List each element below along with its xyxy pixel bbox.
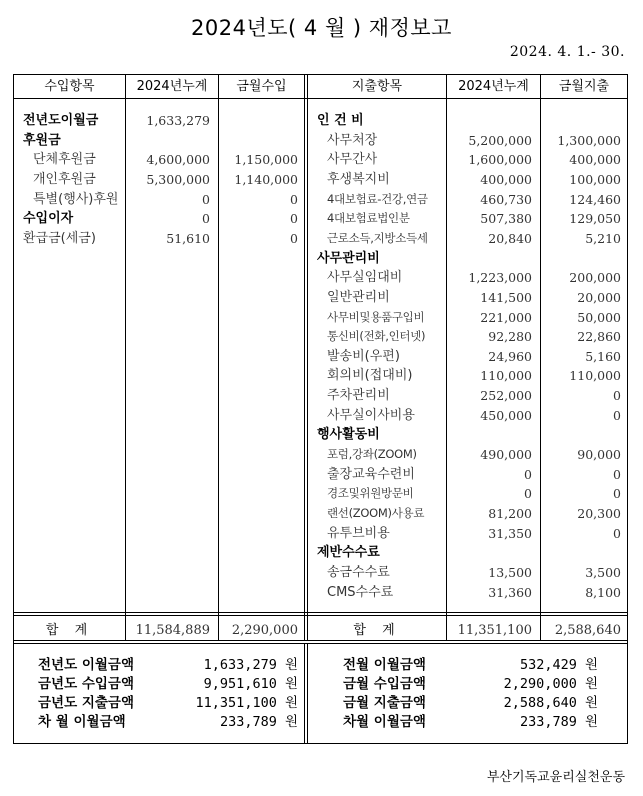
expense-item-label: 일반관리비 [327, 289, 390, 305]
expense-item-label: 통신비(전화,인터넷) [327, 329, 426, 344]
income-cumulative-value: 1,633,279 [146, 113, 210, 128]
summary-left-value: 233,789 원 [219, 714, 298, 730]
expense-item-label: 4대보험료법인분 [327, 211, 410, 226]
income-cumulative-value [126, 131, 210, 151]
income-cumulative-value: 51,610 [166, 230, 210, 246]
expense-month-value: 22,860 [577, 329, 621, 345]
section-divider [304, 74, 308, 640]
expense-month-value: 100,000 [569, 171, 621, 187]
expense-cumulative-value: 0 [524, 486, 532, 502]
expense-cumulative-value: 1,223,000 [468, 270, 532, 286]
income-item-label: 단체후원금 [33, 152, 96, 168]
income-item-label: 후원금 [23, 132, 61, 148]
expense-month-value [541, 425, 621, 445]
summary-divider [304, 644, 308, 744]
total-divider [13, 612, 628, 616]
expense-cumulative-value: 5,200,000 [468, 132, 532, 148]
expense-cumulative-value: 221,000 [480, 309, 532, 325]
total-label-income: 합 계 [45, 623, 94, 638]
expense-month-value: 0 [613, 466, 621, 482]
expense-cumulative-value [447, 425, 532, 445]
expense-item-label: 인 건 비 [317, 113, 364, 128]
expense-cumulative-value [447, 111, 532, 131]
expense-month-value [541, 543, 621, 563]
summary-right-value: 2,588,640 원 [503, 695, 598, 711]
summary-left-value: 11,351,100 원 [195, 695, 298, 711]
income-item-label: 개인후원금 [33, 171, 96, 187]
income-month-value: 0 [290, 211, 298, 227]
summary-left-label: 금년도 지출금액 [38, 695, 134, 711]
total-income-month: 2,290,000 [231, 623, 298, 638]
income-month-value: 1,140,000 [234, 171, 298, 187]
income-item-label: 환급금(세금) [23, 230, 96, 246]
summary-right-label: 금월 수입금액 [343, 676, 426, 692]
expense-cumulative-value: 92,280 [488, 329, 532, 345]
total-income-cumulative: 11,584,889 [135, 623, 210, 638]
income-item-label: 전년도이월금 [23, 113, 99, 128]
expense-item-label: 사무처장 [327, 132, 378, 148]
expense-cumulative-value: 0 [524, 466, 532, 482]
expense-month-value: 0 [613, 388, 621, 404]
expense-item-label: 사무실이사비용 [327, 407, 415, 423]
header-expense-cumulative: 2024년누계 [458, 79, 529, 94]
expense-cumulative-value [447, 249, 532, 269]
expense-month-value: 1,300,000 [557, 132, 621, 148]
expense-cumulative-value: 141,500 [480, 289, 532, 305]
report-period: 2024. 4. 1.- 30. [509, 44, 625, 60]
expense-month-value [541, 249, 621, 269]
expense-item-label: 사무비및용품구입비 [327, 309, 425, 324]
expense-item-label: 주차관리비 [327, 388, 390, 404]
summary-right-label: 금월 지출금액 [343, 695, 426, 711]
expense-item-label: 사무실임대비 [327, 270, 403, 286]
income-month-value [219, 111, 298, 131]
expense-cumulative-value: 507,380 [480, 211, 532, 227]
expense-month-value [541, 111, 621, 131]
expense-month-value: 20,000 [577, 289, 621, 305]
expense-month-value: 129,050 [569, 211, 621, 227]
expense-item-label: 경조및위원방문비 [327, 486, 414, 501]
income-month-value: 1,150,000 [234, 152, 298, 168]
total-expense-cumulative: 11,351,100 [457, 623, 532, 638]
header-income-month: 금월수입 [236, 79, 287, 94]
total-expense-month: 2,588,640 [554, 623, 621, 638]
expense-cumulative-value: 110,000 [480, 368, 532, 384]
expense-item-label: 근로소득,지방소득세 [327, 230, 428, 245]
expense-item-label: 랜선(ZOOM)사용료 [327, 506, 425, 520]
header-income-cumulative: 2024년누계 [136, 79, 208, 94]
expense-month-value: 400,000 [569, 152, 621, 168]
income-month-value: 0 [290, 191, 298, 207]
expense-cumulative-value: 31,360 [488, 584, 532, 600]
expense-month-value: 3,500 [585, 564, 621, 580]
income-cumulative-value: 4,600,000 [146, 152, 210, 168]
header-divider [13, 98, 628, 99]
expense-cumulative-value: 252,000 [480, 388, 532, 404]
page-title: 2024년도( 4 월 ) 재정보고 [191, 16, 452, 40]
expense-item-label: 행사활동비 [317, 427, 380, 443]
expense-month-value: 0 [613, 486, 621, 502]
expense-item-label: 출장교육수련비 [327, 466, 415, 482]
income-cumulative-value: 5,300,000 [146, 171, 210, 187]
expense-cumulative-value: 13,500 [488, 564, 532, 580]
expense-item-label: 제반수수료 [317, 545, 380, 561]
expense-cumulative-value: 24,960 [488, 348, 532, 364]
expense-month-value: 200,000 [569, 270, 621, 286]
organization-name: 부산기독교윤리실천운동 [486, 770, 625, 785]
summary-top-divider [13, 640, 628, 644]
expense-cumulative-value: 81,200 [488, 506, 532, 521]
income-item-label: 수입이자 [23, 211, 74, 227]
summary-left-label: 전년도 이월금액 [38, 657, 134, 673]
summary-left-value: 9,951,610 원 [203, 676, 298, 692]
expense-item-label: 4대보험료-건강,연금 [327, 191, 428, 206]
expense-month-value: 0 [613, 407, 621, 423]
expense-item-label: 회의비(접대비) [327, 368, 413, 384]
header-income-item: 수입항목 [44, 79, 95, 94]
expense-month-value: 110,000 [569, 368, 621, 384]
header-expense-item: 지출항목 [351, 79, 403, 94]
expense-item-label: 포럼,강좌(ZOOM) [327, 447, 417, 462]
expense-cumulative-value: 450,000 [480, 407, 532, 423]
expense-item-label: 발송비(우편) [327, 348, 400, 364]
expense-month-value: 90,000 [577, 447, 621, 463]
income-cumulative-value: 0 [202, 211, 210, 227]
expense-item-label: 후생복지비 [327, 171, 390, 187]
expense-cumulative-value: 1,600,000 [468, 152, 532, 168]
expense-month-value: 50,000 [577, 309, 621, 325]
summary-left-label: 차 월 이월금액 [38, 714, 126, 730]
expense-item-label: 사무간사 [327, 152, 378, 168]
expense-item-label: 송금수수료 [327, 564, 390, 580]
expense-cumulative-value: 490,000 [480, 447, 532, 463]
expense-month-value: 0 [613, 525, 621, 541]
expense-month-value: 5,210 [585, 230, 621, 246]
expense-month-value: 124,460 [569, 191, 621, 207]
expense-item-label: 유투브비용 [327, 525, 390, 541]
income-month-value: 0 [290, 230, 298, 246]
summary-right-label: 전월 이월금액 [343, 657, 426, 673]
expense-month-value: 8,100 [585, 584, 621, 600]
expense-cumulative-value: 400,000 [480, 171, 532, 187]
income-cumulative-value: 0 [202, 191, 210, 207]
income-item-label: 특별(행사)후원 [33, 191, 119, 207]
expense-month-value: 20,300 [577, 506, 621, 521]
expense-cumulative-value [447, 543, 532, 563]
expense-cumulative-value: 460,730 [480, 191, 532, 207]
income-month-value [219, 131, 298, 151]
total-label-expense: 합 계 [353, 623, 401, 638]
expense-month-value: 5,160 [585, 348, 621, 364]
summary-left-label: 금년도 수입금액 [38, 676, 134, 692]
header-expense-month: 금월지출 [558, 79, 610, 94]
summary-right-value: 233,789 원 [519, 714, 598, 730]
summary-right-value: 2,290,000 원 [503, 676, 598, 692]
expense-item-label: 사무관리비 [317, 250, 380, 266]
expense-item-label: CMS수수료 [327, 584, 394, 600]
expense-cumulative-value: 20,840 [488, 230, 532, 246]
expense-cumulative-value: 31,350 [488, 525, 532, 541]
summary-right-label: 차월 이월금액 [343, 714, 426, 730]
summary-left-value: 1,633,279 원 [203, 657, 298, 673]
summary-right-value: 532,429 원 [519, 657, 598, 673]
